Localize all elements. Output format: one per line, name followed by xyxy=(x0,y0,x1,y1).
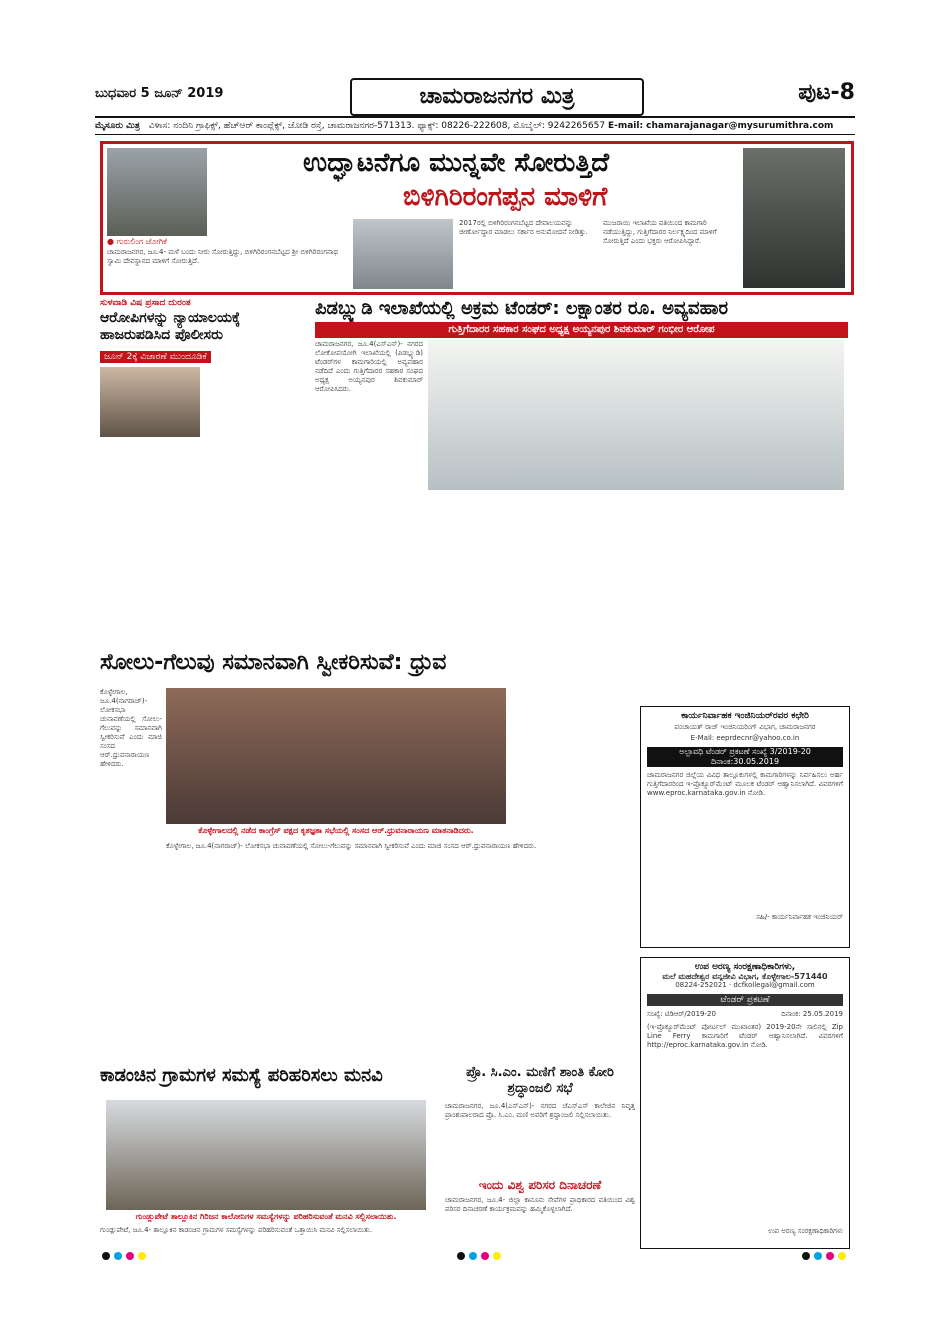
forest-villages-headline: ಕಾಡಂಚಿನ ಗ್ರಾಮಗಳ ಸಮಸ್ಯೆ ಪರಿಹರಿಸಲು ಮನವಿ xyxy=(100,1065,383,1086)
sidebar-story xyxy=(100,298,308,437)
temple-photo xyxy=(107,148,207,236)
publisher-fax: ಫ್ಯಾಕ್ಸ್: 08226-222608, xyxy=(417,121,511,131)
reg-mark xyxy=(102,1252,110,1260)
memorandum-caption: ಗುಂಡ್ಲುಪೇಟೆ ತಾಲ್ಲೂಕಿನ ಗಿರಿಜನ ಕಾಲೋನಿಗಳ ಸಮಸ್ಯೆಗಳನ್ನು ಪರಿಹರಿಸುವಂತೆ ಮನವಿ ಸಲ್ಲಿಸಲಾಯಿತು. xyxy=(135,1212,397,1221)
reg-mark xyxy=(493,1252,501,1260)
ad2-address: ಮಲೆ ಮಹದೇಶ್ವರ ವನ್ಯಜೀವಿ ವಿಭಾಗ, ಕೊಳ್ಳೇಗಾಲ-571440 xyxy=(662,972,828,981)
sidebar-headline: ಆರೋಪಿಗಳನ್ನು ನ್ಯಾಯಾಲಯಕ್ಕೆ ಹಾಜರುಪಡಿಸಿದ ಪೊಲೀಸರು xyxy=(100,310,241,343)
sidebar-tag: ಜೂನ್ 2ಕ್ಕೆ ವಿಚಾರಣೆ ಮುಂದೂಡಿಕೆ xyxy=(100,351,211,363)
ad2-tender-bar: ಟೆಂಡರ್ ಪ್ರಕಟಣೆ xyxy=(647,994,843,1006)
reg-mark xyxy=(469,1252,477,1260)
ad-office: ಕಾರ್ಯನಿರ್ವಾಹಕ ಇಂಜಿನಿಯರ್‌ರವರ ಕಛೇರಿ xyxy=(681,711,809,721)
environment-day-headline: ಇಂದು ವಿಶ್ವ ಪರಿಸರ ದಿನಾಚರಣೆ xyxy=(478,1178,602,1192)
press-meet-photo xyxy=(428,340,844,490)
ad2-head: ಉಪ ಅರಣ್ಯ ಸಂರಕ್ಷಣಾಧಿಕಾರಿಗಳು, xyxy=(694,962,796,972)
ad2-body: (ಇ-ಪ್ರೊಕ್ಯೂರ್‌ಮೆಂಟ್ ಪೋರ್ಟಲ್ ಮುಖಾಂತರ) 2019-20ನೇ ಸಾಲಿನಲ್ಲಿ Zip Line Ferry ಕಾಮಗಾರಿಗೆ ಟೆಂಡರ್ ಆಹ್ವಾನಿಸಲಾಗಿದೆ. ವಿವರಗಳಿಗೆ http://eproc.karnataka.gov.in ನೋಡಿ. xyxy=(647,1023,843,1049)
ad2-date: ದಿನಾಂಕ: 25.05.2019 xyxy=(781,1010,843,1018)
reg-mark xyxy=(126,1252,134,1260)
ad2-ref-row xyxy=(647,1010,843,1019)
registration-marks-center xyxy=(455,1252,503,1260)
pwd-headline: ಪಿಡಬ್ಲ್ಯುಡಿ ಇಲಾಖೆಯಲ್ಲಿ ಅಕ್ರಮ ಟೆಂಡರ್: ಲಕ್ಷಾಂತರ ರೂ. ಅವ್ಯವಹಾರ xyxy=(315,298,728,319)
pwd-subheadline: ಗುತ್ತಿಗೆದಾರರ ಸಹಕಾರ ಸಂಘದ ಅಧ್ಯಕ್ಷ ಅಯ್ಯನಪುರ ಶಿವಕುಮಾರ್ ಗಂಭೀರ ಆರೋಪ xyxy=(315,322,848,338)
meeting-photo xyxy=(166,688,506,824)
reg-mark xyxy=(802,1252,810,1260)
court-photo xyxy=(100,367,200,437)
photo-credit: ● ಗುರುಲಿಂಗ ಜೋಗಿಕೆ xyxy=(107,237,168,246)
memorandum-photo xyxy=(106,1100,426,1210)
ad-notice-bar: ಅಲ್ಪಾವಧಿ ಟೆಂಡರ್ ಪ್ರಕಟಣೆ ಸಂಖ್ಯೆ 3/2019-20 ದಿನಾಂಕ:30.05.2019 xyxy=(647,747,843,767)
ad-division: ಪಂಚಾಯತ್ ರಾಜ್ ಇಂಜಿನಿಯರಿಂಗ್ ವಿಭಾಗ, ಚಾಮರಾಜನಗರ xyxy=(674,723,816,731)
publisher-mobile: ಮೊಬೈಲ್: 9242265657 xyxy=(513,121,606,131)
reg-mark xyxy=(826,1252,834,1260)
reg-mark xyxy=(138,1252,146,1260)
tender-ad-prd xyxy=(640,706,850,948)
corridor-photo xyxy=(743,148,845,288)
ad-email: E-Mail: eeprdecnr@yahoo.co.in xyxy=(690,734,800,742)
publisher-address: ವಿಳಾಸ: ನಂದಿನಿ ಗ್ರಾಫಿಕ್ಸ್, ಹೆಚ್‌ಆರ್ ಕಾಂಪ್ಲೆಕ್ಸ್, ಜೋಡಿ ರಸ್ತೆ, ಚಾಮರಾಜನಗರ-571313. xyxy=(148,121,415,131)
tribute-body: ಚಾಮರಾಜನಗರ, ಜೂ.4(ಎಸ್‌ಎನ್)- ನಗರದ ಜೆಎಸ್‌ಎಸ್ ಕಾಲೇಜಿನ ನಿವೃತ್ತ ಪ್ರಾಂಶುಪಾಲರಾದ ಪ್ರೊ. ಸಿ.ಎಂ. ಮಣಿ ಅವರಿಗೆ ಶ್ರದ್ಧಾಂಜಲಿ ಸಲ್ಲಿಸಲಾಯಿತು. xyxy=(445,1102,635,1119)
ad-footer: ಸಹಿ/- ಕಾರ್ಯನಿರ್ವಾಹಕ ಇಂಜಿನಿಯರ್ xyxy=(756,913,843,921)
ad2-phone: 08224-252021 xyxy=(675,981,727,989)
page-number: ಪುಟ-8 xyxy=(798,80,855,105)
registration-marks-right xyxy=(800,1252,848,1260)
reg-mark xyxy=(814,1252,822,1260)
registration-marks-left xyxy=(100,1252,148,1260)
reg-mark xyxy=(457,1252,465,1260)
ad2-ref: ಸಂಖ್ಯೆ: ಟಿಡಿಆರ್/2019-20 xyxy=(647,1010,716,1018)
publisher-name: ಮೈಸೂರು ಮಿತ್ರ xyxy=(95,121,140,131)
ad-body: ಚಾಮರಾಜನಗರ ಜಿಲ್ಲೆಯ ವಿವಿಧ ತಾಲ್ಲೂಕುಗಳಲ್ಲಿ ಕಾಮಗಾರಿಗಳನ್ನು ನಿರ್ವಹಿಸಲು ಅರ್ಹ ಗುತ್ತಿಗೆದಾರರಿಂದ ಇ-ಪ್ರೊಕ್ಯೂರ್‌ಮೆಂಟ್ ಮೂಲಕ ಟೆಂಡರ್ ಆಹ್ವಾನಿಸಲಾಗಿದೆ. ವಿವರಗಳಿಗೆ www.eproc.karnataka.gov.in ನೋಡಿ. xyxy=(647,771,843,797)
lead-body-col3: ಮುಜರಾಯಿ ಇಲಾಖೆಯ ವತಿಯಿಂದ ಕಾಮಗಾರಿ ನಡೆಯುತ್ತಿದ್ದು, ಗುತ್ತಿಗೆದಾರರ ನಿರ್ಲಕ್ಷ್ಯದಿಂದ ಮಾಳಿಗೆ ಸೋರುತ್ತಿದೆ ಎಂದು ಭಕ್ತರು ಆರೋಪಿಸಿದ್ದಾರೆ. xyxy=(603,219,717,245)
dhruva-headline: ಸೋಲು-ಗೆಲುವು ಸಮಾನವಾಗಿ ಸ್ವೀಕರಿಸುವೆ: ಧ್ರುವ xyxy=(100,650,447,675)
ad2-footer: ಉಪ ಅರಣ್ಯ ಸಂರಕ್ಷಣಾಧಿಕಾರಿಗಳು xyxy=(768,1227,843,1235)
issue-date: ಬುಧವಾರ 5 ಜೂನ್ 2019 xyxy=(95,86,224,101)
sidebar-kicker: ಸುಳವಾಡಿ ವಿಷ ಪ್ರಸಾದ ದುರಂತ xyxy=(100,298,191,308)
lead-story xyxy=(100,141,854,295)
newspaper-title: ಚಾಮರಾಜನಗರ ಮಿತ್ರ xyxy=(350,78,644,116)
tribute-headline: ಪ್ರೊ. ಸಿ.ಎಂ. ಮಣಿಗೆ ಶಾಂತಿ ಕೋರಿ ಶ್ರದ್ಧಾಂಜಲಿ ಸಭೆ xyxy=(466,1065,614,1096)
reg-mark xyxy=(481,1252,489,1260)
lead-headline-line1: ಉದ್ಘಾಟನೆಗೂ ಮುನ್ನವೇ ಸೋರುತ್ತಿದೆ xyxy=(303,148,610,178)
ad2-contact: 08224-252021 · dcfkollegal@gmail.com xyxy=(675,981,815,989)
meeting-caption: ಕೊಳ್ಳೇಗಾಲದಲ್ಲಿ ನಡೆದ ಕಾಂಗ್ರೆಸ್ ಪಕ್ಷದ ಕೃತಜ್ಞತಾ ಸಭೆಯಲ್ಲಿ ಸಂಸದ ಆರ್.ಧ್ರುವನಾರಾಯಣ ಮಾತನಾಡಿದರು. xyxy=(198,826,474,835)
lead-body-col1: ಚಾಮರಾಜನಗರ, ಜೂ.4- ಮಳೆ ಬಂದು ನೀರು ಸೋರುತ್ತಿದ್ದು, ಬಿಳಿಗಿರಿರಂಗನಬೆಟ್ಟದ ಶ್ರೀ ಬಿಳಿಗಿರಿರಂಗನಾಥ ಸ್ವಾಮಿ ದೇವಸ್ಥಾನದ ಮಾಳಿಗೆ ಸೋರುತ್ತಿದೆ. xyxy=(107,248,338,265)
masthead xyxy=(95,78,855,114)
reg-mark xyxy=(838,1252,846,1260)
ad2-email: dcfkollegal@gmail.com xyxy=(733,981,815,989)
pwd-body: ಚಾಮರಾಜನಗರ, ಜೂ.4(ಎಸ್‌ಎನ್)- ನಗರದ ಲೋಕೋಪಯೋಗಿ ಇಲಾಖೆಯಲ್ಲಿ (ಪಿಡಬ್ಲ್ಯುಡಿ) ಟೆಂಡರ್‌ಗಳ ಕಾಮಗಾರಿಯಲ್ಲಿ ಅವ್ಯವಹಾರ ನಡೆದಿದೆ ಎಂದು ಗುತ್ತಿಗೆದಾರರ ಸಹಕಾರ ಸಂಘದ ಅಧ್ಯಕ್ಷ ಅಯ್ಯನಪುರ ಶಿವಕುಮಾರ್ ಆರೋಪಿಸಿದರು. xyxy=(315,340,423,393)
forest-villages-body: ಗುಂಡ್ಲುಪೇಟೆ, ಜೂ.4- ತಾಲ್ಲೂಕಿನ ಕಾಡಂಚಿನ ಗ್ರಾಮಗಳ ಸಮಸ್ಯೆಗಳನ್ನು ಪರಿಹರಿಸುವಂತೆ ಒತ್ತಾಯಿಸಿ ಮನವಿ ಸಲ್ಲಿಸಲಾಯಿತು. xyxy=(100,1226,373,1234)
lead-body-col2: 2017ರಲ್ಲಿ ಬಿಳಿಗಿರಿರಂಗನಬೆಟ್ಟದ ದೇವಾಲಯವನ್ನು ಜೀರ್ಣೋದ್ಧಾರ ಮಾಡಲು ಸರ್ಕಾರ ಅನುಮೋದನೆ ನೀಡಿತ್ತು. xyxy=(459,219,588,236)
dhruva-body-continued: ಕೊಳ್ಳೇಗಾಲ, ಜೂ.4(ನಾಗರಾಜ್)- ಲೋಕಸಭಾ ಚುನಾವಣೆಯಲ್ಲಿ ಸೋಲು-ಗೆಲುವನ್ನು ಸಮಾನವಾಗಿ ಸ್ವೀಕರಿಸುವೆ ಎಂದು ಮಾಜಿ ಸಂಸದ ಆರ್.ಧ್ರುವನಾರಾಯಣ ಹೇಳಿದರು. xyxy=(166,842,537,850)
reg-mark xyxy=(114,1252,122,1260)
lead-headline-line2: ಬಿಳಿಗಿರಿರಂಗಪ್ಪನ ಮಾಳಿಗೆ xyxy=(403,182,608,212)
tender-ad-forest xyxy=(640,957,850,1249)
publisher-email: E-mail: chamarajanagar@mysurumithra.com xyxy=(607,121,834,131)
leak-photo xyxy=(353,219,453,289)
dhruva-body: ಕೊಳ್ಳೇಗಾಲ, ಜೂ.4(ನಾಗರಾಜ್)- ಲೋಕಸಭಾ ಚುನಾವಣೆಯಲ್ಲಿ ಸೋಲು-ಗೆಲುವನ್ನು ಸಮಾನವಾಗಿ ಸ್ವೀಕರಿಸುವೆ ಎಂದು ಮಾಜಿ ಸಂಸದ ಆರ್.ಧ್ರುವನಾರಾಯಣ ಹೇಳಿದರು. xyxy=(100,688,162,768)
publisher-info-bar xyxy=(95,116,855,135)
environment-day-body: ಚಾಮರಾಜನಗರ, ಜೂ.4- ಜಿಲ್ಲಾ ಕಾನೂನು ಸೇವೆಗಳ ಪ್ರಾಧಿಕಾರದ ವತಿಯಿಂದ ವಿಶ್ವ ಪರಿಸರ ದಿನಾಚರಣೆ ಕಾರ್ಯಕ್ರಮವನ್ನು ಹಮ್ಮಿಕೊಳ್ಳಲಾಗಿದೆ. xyxy=(445,1196,635,1213)
